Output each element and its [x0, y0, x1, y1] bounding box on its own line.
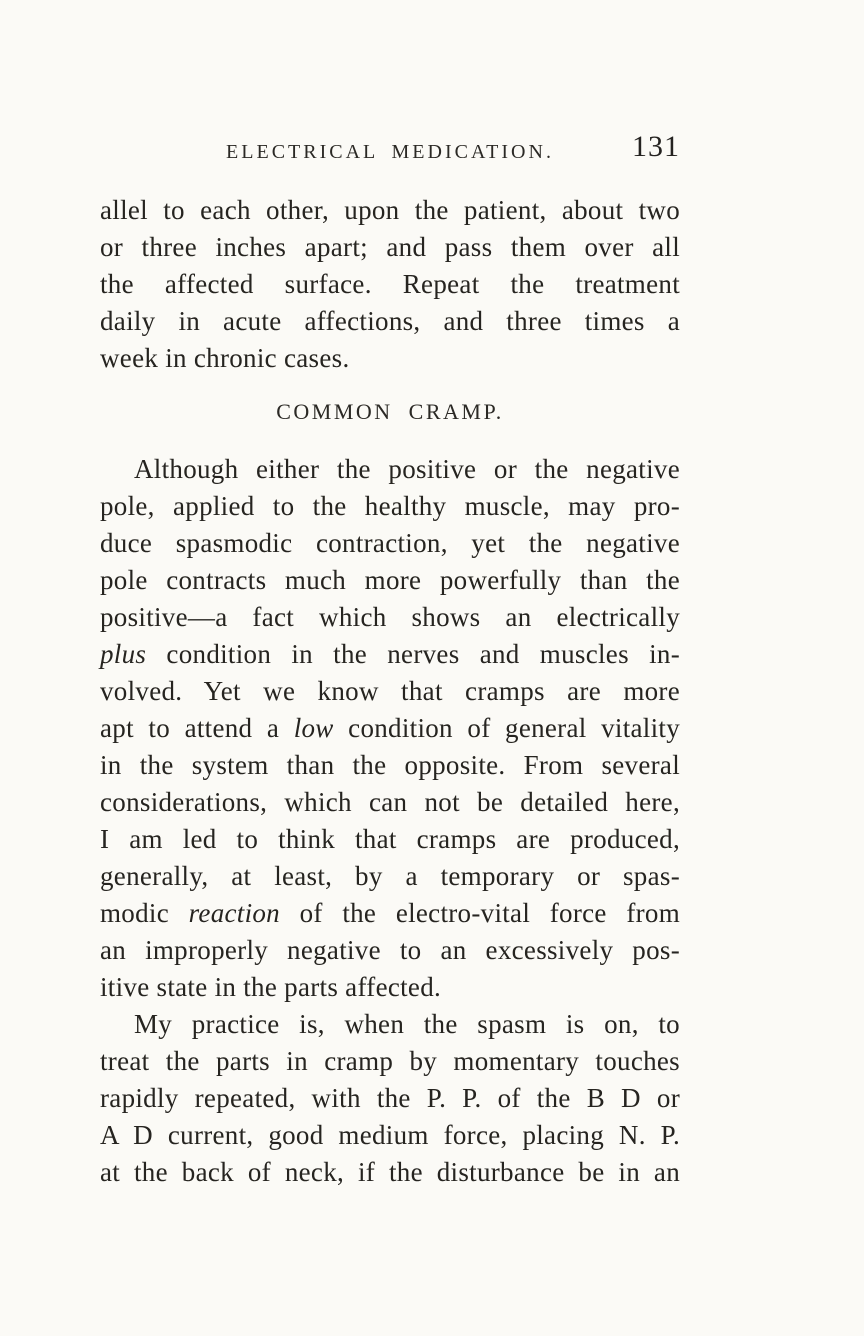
text-line: positive—a fact which shows an electrically [100, 602, 680, 632]
text-line: itive state in the parts affected. [100, 972, 442, 1002]
text-line: duce spasmodic contraction, yet the negative [100, 528, 680, 558]
section-heading: COMMON CRAMP. [276, 399, 504, 424]
running-header [100, 130, 680, 168]
text-line: I am led to think that cramps are produced, [100, 824, 680, 854]
text-line: week in chronic cases. [100, 343, 350, 373]
text-line: generally, at least, by a temporary or spas- [100, 861, 680, 891]
text-line: pole, applied to the healthy muscle, may pro- [100, 491, 680, 521]
text-line: in the system than the opposite. From several [100, 750, 680, 780]
text-line: plus condition in the nerves and muscles in- [100, 639, 680, 669]
text-line: My practice is, when the spasm is on, to [134, 1009, 680, 1039]
text-line: pole contracts much more powerfully than the [100, 565, 680, 595]
text-line: or three inches apart; and pass them over all [100, 232, 680, 262]
text-line: at the back of neck, if the disturbance be in an [100, 1157, 680, 1187]
page-number: 131 [632, 130, 680, 163]
text-line: an improperly negative to an excessively pos- [100, 935, 680, 965]
text-line: rapidly repeated, with the P. P. of the B D or [100, 1083, 680, 1113]
paragraph [100, 451, 680, 1006]
paragraph [100, 192, 680, 377]
paragraph [100, 1006, 680, 1191]
text-line: volved. Yet we know that cramps are more [100, 676, 680, 706]
text-line: daily in acute affections, and three times a [100, 306, 680, 336]
text-line: treat the parts in cramp by momentary touches [100, 1046, 680, 1076]
text-line: A D current, good medium force, placing N. P. [100, 1120, 680, 1150]
text-line: allel to each other, upon the patient, about two [100, 195, 680, 225]
text-line: apt to attend a low condition of general vitality [100, 713, 680, 743]
text-line: the affected surface. Repeat the treatment [100, 269, 680, 299]
page-content [100, 192, 680, 1191]
text-line: Although either the positive or the negative [134, 454, 680, 484]
running-header-title: ELECTRICAL MEDICATION. [226, 141, 554, 163]
text-line: considerations, which can not be detailed here, [100, 787, 680, 817]
text-line: modic reaction of the electro-vital force from [100, 898, 680, 928]
